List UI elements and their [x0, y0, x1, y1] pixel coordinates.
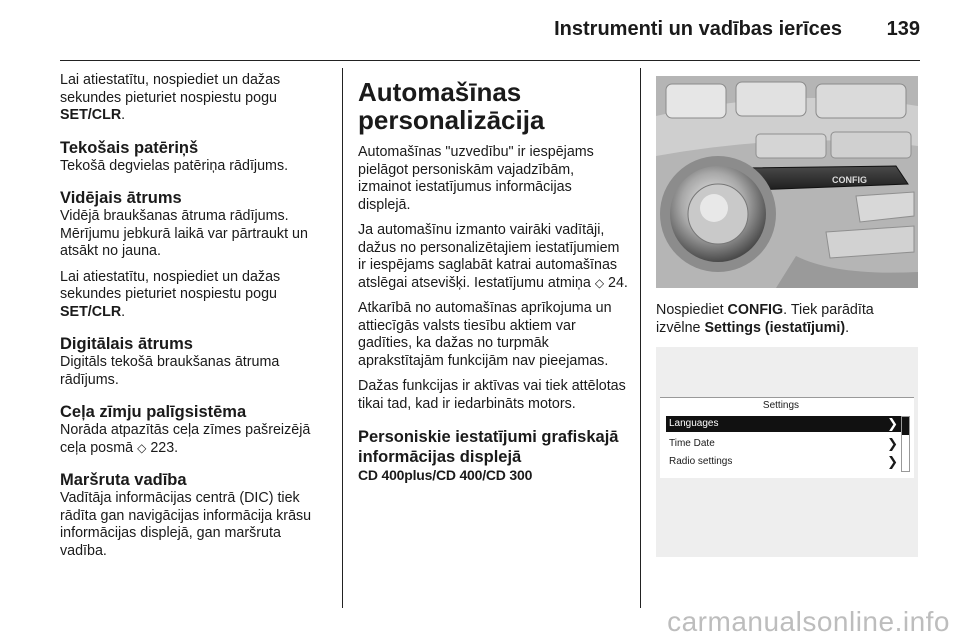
key-label: SET/CLR	[60, 303, 122, 320]
page-header	[0, 0, 960, 60]
watermark: carmanualsonline.info	[667, 606, 950, 637]
section-subheading: CD 400plus/CD 400/CD 300	[358, 467, 533, 483]
page-ref[interactable]: 24.	[608, 274, 628, 291]
page-ref-icon: ◇	[594, 275, 605, 290]
page-ref[interactable]: 223.	[150, 439, 179, 456]
paragraph: Ja automašīnu izmanto vairāki vadītāji, dažus no personalizētajiem iestatījumiem ir iespējams saglabāt katrai automašīnas atslēgai atsevišķi. Iestatījumu atmiņa ◇ 24.	[358, 222, 628, 291]
paragraph: Tekošā degvielas patēriņa rādījums.	[60, 157, 289, 174]
chevron-right-icon: ❯	[887, 436, 898, 451]
console-illustration	[656, 76, 918, 288]
paragraph: Lai atiestatītu, nospiediet un dažas sekundes pieturiet nospiestu pogu SET/CLR.	[60, 72, 281, 123]
column-2	[358, 72, 628, 484]
section-heading: Personiskie iestatījumi grafiskajā informācijas displejā	[358, 428, 619, 466]
menu-name: Settings (iestatījumi)	[704, 319, 846, 336]
column-1	[60, 72, 330, 568]
column-divider	[640, 68, 641, 608]
page-ref-icon: ◇	[137, 440, 147, 455]
photo-caption: Nospiediet CONFIG. Tiek parādīta izvēlne Settings (iestatījumi).	[656, 302, 874, 336]
paragraph: Lai atiestatītu, nospiediet un dažas sekundes pieturiet nospiestu pogu SET/CLR.	[60, 268, 281, 320]
menu-item-languages[interactable]: Languages ❯	[666, 416, 902, 432]
paragraph: Dažas funkcijas ir aktīvas vai tiek attēlotas tikai tad, kad ir iedarbināts motors.	[358, 378, 626, 412]
display-illustration	[656, 347, 918, 557]
section-heading: Vidējais ātrums	[60, 189, 182, 207]
column-3	[656, 76, 918, 557]
header-title: Instrumenti un vadības ierīces	[554, 18, 842, 40]
paragraph: Automašīnas "uzvedību" ir iespējams pielāgot personiskām vajadzībām, izmainot iestatījumus informācijas displejā.	[358, 144, 594, 213]
config-button-label: CONFIG	[832, 175, 867, 185]
column-divider	[342, 68, 343, 608]
paragraph: Vidējā braukšanas ātruma rādījums. Mērījumu jebkurā laikā var pārtraukt un atsākt no jauna.	[60, 208, 308, 259]
paragraph: Vadītāja informācijas centrā (DIC) tiek rādīta gan navigācijas informācija krāsu informācijas displejā, gan maršruta vadība.	[60, 490, 312, 559]
section-heading: Tekošais patēriņš	[60, 138, 199, 157]
scrollbar-thumb[interactable]	[902, 417, 909, 435]
console-photo	[656, 76, 918, 288]
chevron-right-icon: ❯	[887, 416, 898, 431]
section-heading: Ceļa zīmju palīgsistēma	[60, 403, 247, 421]
section-heading: Maršruta vadība	[60, 471, 187, 489]
scrollbar[interactable]	[901, 416, 910, 472]
settings-screen	[660, 397, 914, 478]
key-label: SET/CLR	[60, 107, 122, 123]
paragraph: Digitāls tekošā braukšanas ātruma rādījums.	[60, 354, 280, 388]
menu-item-radio-settings[interactable]: Radio settings ❯	[669, 454, 898, 469]
section-heading: Digitālais ātrums	[60, 335, 193, 353]
paragraph: Atkarībā no automašīnas aprīkojuma un attiecīgās valsts tiesību aktiem var gadīties, ka dažas no turpmāk aprakstītajām funkcijām nav pieejamas.	[358, 300, 612, 369]
chapter-title: Automašīnas personalizācija	[358, 77, 545, 135]
key-label: CONFIG	[727, 302, 784, 318]
header-rule	[60, 60, 920, 61]
page-number: 139	[886, 18, 920, 40]
menu-item-time-date[interactable]: Time Date ❯	[669, 436, 898, 451]
chevron-right-icon: ❯	[887, 454, 898, 469]
screen-title: Settings	[762, 400, 800, 411]
paragraph: Norāda atpazītās ceļa zīmes pašreizējā ceļa posmā ◇ 223.	[60, 422, 311, 456]
